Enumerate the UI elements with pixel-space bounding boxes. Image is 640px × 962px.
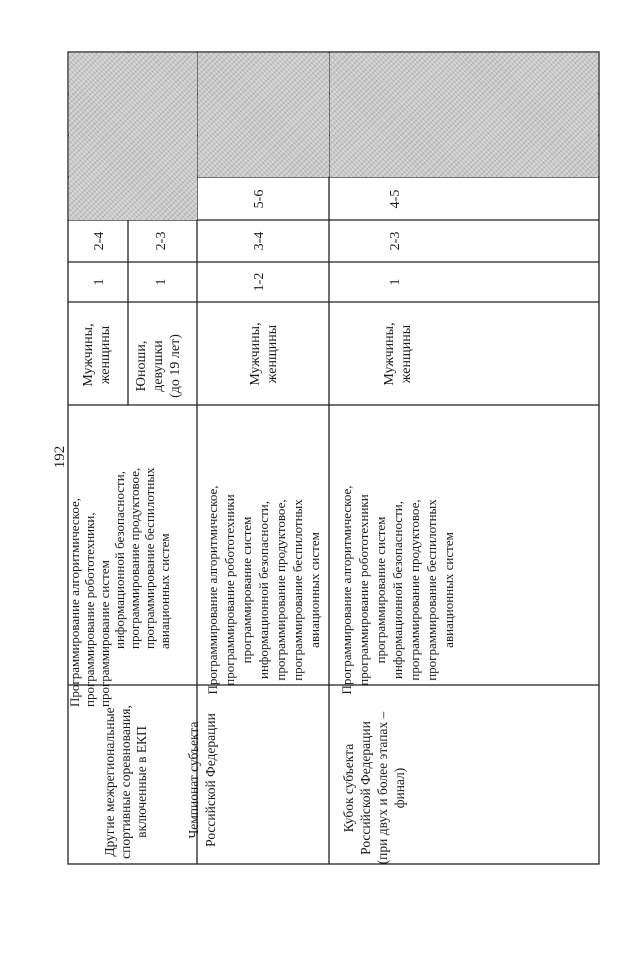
group-line: Юноши,	[134, 340, 149, 392]
group-cell	[80, 317, 116, 393]
discipline-line: авиационных систем	[307, 532, 322, 648]
group-line: Мужчины,	[248, 322, 263, 386]
discipline-line: информационной безопасности,	[256, 501, 271, 679]
discipline-line: программирование продуктовое,	[273, 499, 288, 681]
discipline-line: Программирование алгоритмическое,	[67, 497, 82, 707]
group-line: девушки	[151, 340, 166, 392]
group-cell	[381, 309, 417, 399]
discipline-line: Программирование алгоритмическое,	[339, 485, 354, 695]
event-line: спортивные соревнования,	[118, 705, 133, 859]
group-line: Мужчины,	[382, 322, 397, 386]
discipline-line: авиационных систем	[157, 533, 172, 649]
place-cell: 5-6	[252, 189, 267, 209]
place-cell: 2-3	[388, 231, 403, 251]
discipline-line: информационной безопасности,	[390, 501, 405, 679]
group-line: женщины	[98, 325, 113, 385]
page-number: 192	[52, 445, 68, 469]
shaded-cell	[330, 53, 598, 177]
group-cell	[247, 309, 283, 399]
place-cell: 2-4	[92, 231, 107, 251]
place-cell: 1-2	[252, 272, 267, 292]
event-line: финал)	[392, 767, 407, 809]
event-line: Кубок субъекта	[341, 743, 356, 833]
group-line: женщины	[399, 324, 414, 384]
event-line: Другие межрегиональные	[102, 707, 117, 857]
discipline-line: программирование продуктовое,	[407, 499, 422, 681]
discipline-line: авиационных систем	[441, 532, 456, 648]
event-line: Российской Федерации	[358, 721, 373, 855]
discipline-line: программирование систем	[239, 516, 254, 664]
place-cell: 4-5	[388, 189, 403, 209]
event-line: Российской Федерации	[203, 713, 218, 847]
discipline-line: Программирование алгоритмическое,	[205, 485, 220, 695]
discipline-line: информационной безопасности,	[112, 471, 127, 649]
place-cell: 3-4	[252, 231, 267, 251]
discipline-line: программирование робототехники	[222, 494, 237, 686]
group-line: (до 19 лет)	[168, 334, 183, 398]
event-line: Чемпионат субъекта	[186, 721, 201, 839]
discipline-cell	[338, 460, 458, 720]
discipline-line: программирование систем	[373, 516, 388, 664]
place-cell: 1	[92, 278, 107, 286]
event-line: включенные в ЕКП	[134, 726, 149, 838]
shaded-cell	[69, 53, 197, 220]
discipline-line: программирование беспилотных	[142, 467, 157, 649]
group-line: женщины	[265, 324, 280, 384]
place-cell: 1	[154, 278, 169, 286]
discipline-line: программирование беспилотных	[290, 499, 305, 681]
event-line: (при двух и более этапах –	[375, 711, 390, 865]
discipline-line: программирование систем	[97, 560, 112, 707]
place-cell: 2-3	[154, 231, 169, 251]
discipline-line: программирование робототехники	[356, 494, 371, 686]
shaded-cell	[198, 53, 329, 177]
discipline-line: программирование робототехники,	[82, 512, 97, 707]
group-line: Мужчины,	[81, 323, 96, 387]
place-cell: 1	[388, 278, 403, 286]
event-cell	[340, 698, 408, 878]
discipline-cell	[67, 459, 187, 719]
group-cell	[133, 320, 187, 412]
discipline-line: программирование беспилотных	[424, 499, 439, 681]
discipline-line: программирование продуктовое,	[127, 467, 142, 649]
discipline-cell	[204, 460, 324, 720]
